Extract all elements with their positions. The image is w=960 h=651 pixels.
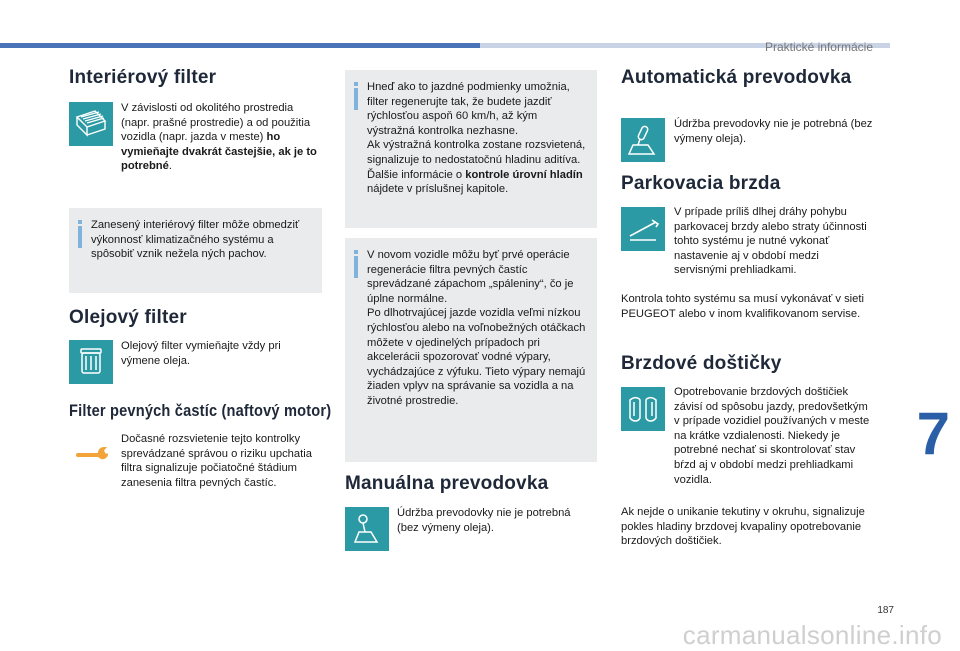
- interior-filter-info-box: [69, 208, 322, 293]
- oil-filter-text: Olejový filter vymieňajte vždy pri výmene oleja.: [121, 340, 281, 367]
- cabin-filter-icon: [69, 102, 113, 146]
- regeneration-info-box: [345, 70, 597, 228]
- page-number: 187: [877, 605, 894, 616]
- interior-filter-info-text: Zanesený interiérový filter môže obmedziť výkonnosť klimatizačného systému a spôsobiť vznik nežela ných pachov.: [91, 219, 300, 261]
- parking-brake-text: V prípade príliš dlhej dráhy pohybu parkovacej brzdy alebo straty účinnosti tohto systému je nutné vykonať nastavenie aj v období medzi servisnými prehliadkami.: [674, 206, 867, 277]
- brake-pads-title: Brzdové doštičky: [621, 353, 782, 374]
- chapter-number: 7: [916, 400, 950, 467]
- parking-brake-note: Kontrola tohto systému sa musí vykonávať v sieti PEUGEOT alebo v inom kvalifikovanom servise.: [621, 293, 864, 320]
- new-vehicle-info-text: V novom vozidle môžu byť prvé operácie regenerácie filtra pevných častíc sprevádzané zápachom „spáleniny“, čo je úplne normálne. Po dlhotrvajúcej jazde vozidla veľmi nízkou rýchlosťou alebo na voľnobežných otáčkach môžete v ojedinelých prípadoch pri akcelerácii spozorovať vodné výpary, vychádzajúce z výfuku. Tieto výpary nemajú žiaden vplyv na správanie sa vozidla a na životné prostredie.: [367, 249, 586, 407]
- parking-brake-icon: [621, 207, 665, 251]
- automatic-gearbox-icon: [621, 118, 665, 162]
- particle-filter-title: Filter pevných častíc (naftový motor): [69, 401, 332, 420]
- automatic-gearbox-text: Údržba prevodovky nie je potrebná (bez výmeny oleja).: [674, 118, 873, 145]
- brake-pads-icon: [621, 387, 665, 431]
- interior-filter-emphasis: ho vymieňajte dvakrát častejšie, ak je to potrebné: [121, 131, 317, 173]
- manual-gearbox-title: Manuálna prevodovka: [345, 473, 549, 494]
- parking-brake-title: Parkovacia brzda: [621, 173, 781, 194]
- regeneration-info-text: Hneď ako to jazdné podmienky umožnia, filter regenerujte tak, že budete jazdiť rýchlosťou aspoň 60 km/h, až kým výstražná kontrolka nezhasne. Ak výstražná kontrolka zostane rozsvietená, signalizuje to nedostatočnú hladinu aditíva. Ďalšie informácie o kontrole úrovní hladín nájdete v príslušnej kapitole.: [367, 81, 586, 196]
- interior-filter-title: Interiérový filter: [69, 67, 217, 88]
- info-icon: [354, 82, 358, 110]
- particle-filter-text: Dočasné rozsvietenie tejto kontrolky sprevádzané správou o riziku upchatia filtra signalizuje počiatočné štádium zanesenia filtra pevných častíc.: [121, 433, 312, 489]
- header-title: Praktické informácie: [764, 40, 873, 54]
- info-icon: [78, 220, 82, 248]
- fluid-levels-link-text: kontrole úrovní hladín: [465, 168, 583, 181]
- oil-filter-title: Olejový filter: [69, 307, 187, 328]
- brake-pads-note: Ak nejde o unikanie tekutiny v okruhu, signalizuje pokles hladiny brzdovej kvapaliny opotrebovanie brzdových doštičiek.: [621, 506, 865, 548]
- manual-gearbox-icon: [345, 507, 389, 551]
- automatic-gearbox-title: Automatická prevodovka: [621, 67, 852, 88]
- manual-gearbox-text: Údržba prevodovky nie je potrebná (bez výmeny oleja).: [397, 507, 571, 534]
- interior-filter-text: V závislosti od okolitého prostredia (napr. prašné prostredie) a od použitia vozidla (napr. jazda v meste) ho vymieňajte dvakrát častejšie, ak je to potrebné.: [121, 102, 317, 173]
- watermark: carmanualsonline.info: [682, 620, 942, 650]
- wrench-warning-icon: [74, 442, 110, 470]
- oil-filter-icon: [69, 340, 113, 384]
- brake-pads-text: Opotrebovanie brzdových doštičiek závisí od spôsobu jazdy, predovšetkým v prípade vozidiel používaných v meste na krátke vzdialenosti. Niekedy je potrebné nechať si skontrolovať stav bŕzd aj v období medzi prehliadkami vozidla.: [674, 386, 870, 486]
- new-vehicle-info-box: [345, 238, 597, 462]
- header-accent-bar: [0, 43, 480, 48]
- info-icon: [354, 250, 358, 278]
